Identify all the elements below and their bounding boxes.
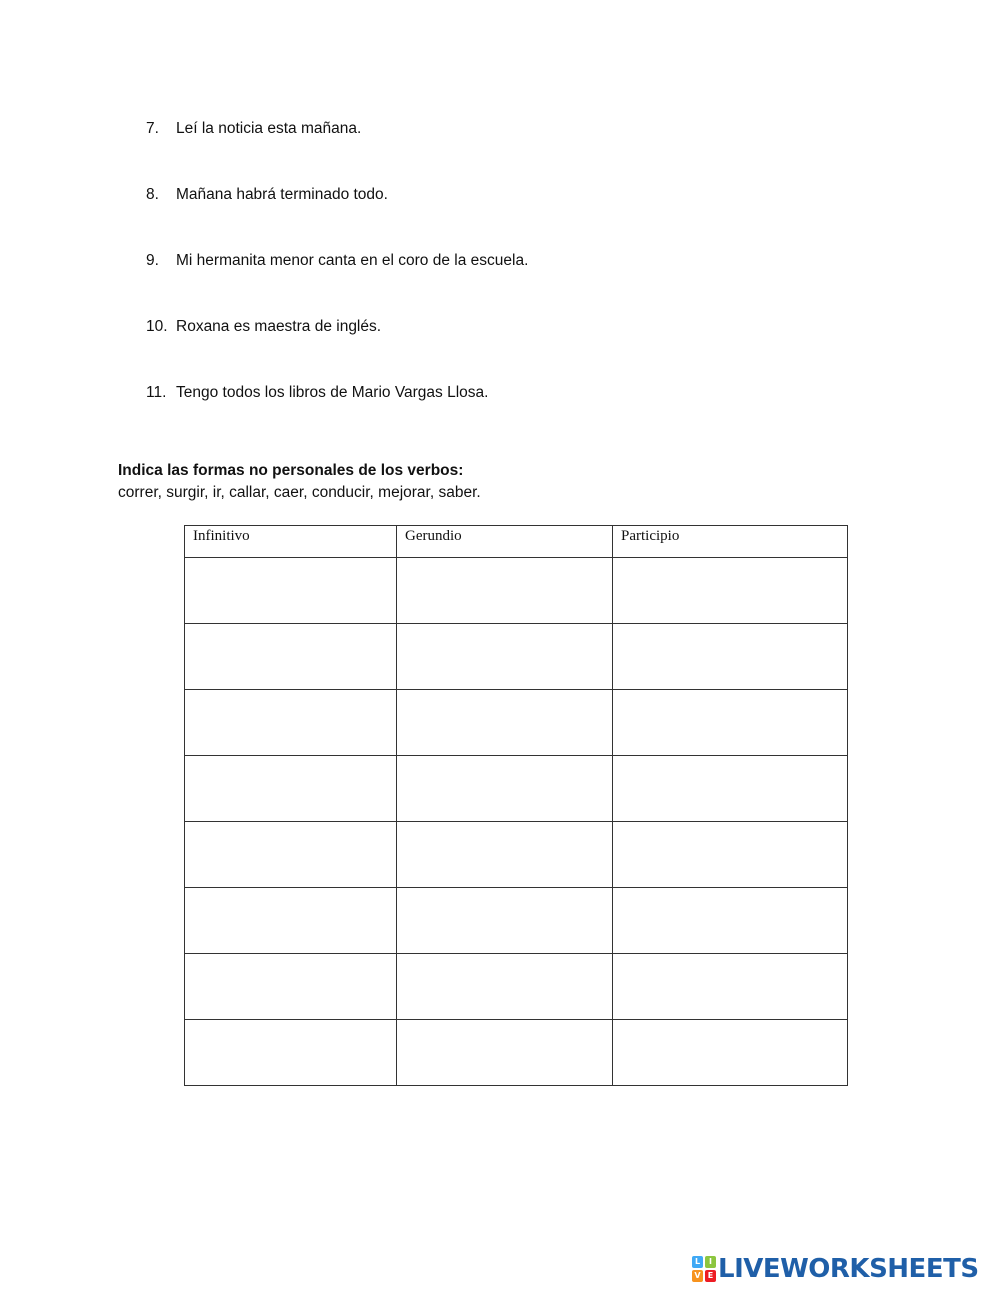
liveworksheets-logo-icon xyxy=(692,1256,716,1282)
infinitivo-cell[interactable] xyxy=(185,1020,397,1086)
table-row xyxy=(185,756,848,822)
participio-cell[interactable] xyxy=(613,822,848,888)
gerundio-cell[interactable] xyxy=(397,888,613,954)
exercise-heading: Indica las formas no personales de los verbos: xyxy=(118,462,464,479)
gerundio-cell[interactable] xyxy=(397,624,613,690)
participio-cell[interactable] xyxy=(613,954,848,1020)
sentence-text: Tengo todos los libros de Mario Vargas Llosa. xyxy=(176,384,489,401)
sentence-item xyxy=(146,251,528,271)
sentence-number: 11. xyxy=(146,384,167,401)
sentence-item xyxy=(146,119,361,139)
infinitivo-cell[interactable] xyxy=(185,690,397,756)
gerundio-cell[interactable] xyxy=(397,558,613,624)
participio-cell[interactable] xyxy=(613,690,848,756)
table-row xyxy=(185,822,848,888)
sentence-text: Leí la noticia esta mañana. xyxy=(176,120,362,137)
sentence-text: Roxana es maestra de inglés. xyxy=(176,318,382,335)
table-row xyxy=(185,1020,848,1086)
gerundio-cell[interactable] xyxy=(397,690,613,756)
participio-cell[interactable] xyxy=(613,756,848,822)
liveworksheets-logo xyxy=(692,1253,979,1285)
header-infinitivo: Infinitivo xyxy=(185,526,397,558)
gerundio-cell[interactable] xyxy=(397,756,613,822)
sentence-text: Mi hermanita menor canta en el coro de la escuela. xyxy=(176,252,529,269)
logo-tile: V xyxy=(692,1270,703,1282)
logo-tile: E xyxy=(705,1270,716,1282)
logo-tile: I xyxy=(705,1256,716,1268)
gerundio-cell[interactable] xyxy=(397,954,613,1020)
participio-cell[interactable] xyxy=(613,888,848,954)
participio-cell[interactable] xyxy=(613,558,848,624)
logo-text: LIVEWORKSHEETS xyxy=(718,1254,979,1284)
sentence-item xyxy=(146,185,388,205)
participio-cell[interactable] xyxy=(613,624,848,690)
verb-forms-table xyxy=(184,525,848,1086)
table-header-row xyxy=(185,526,848,558)
infinitivo-cell[interactable] xyxy=(185,624,397,690)
table-row xyxy=(185,954,848,1020)
gerundio-cell[interactable] xyxy=(397,822,613,888)
sentence-text: Mañana habrá terminado todo. xyxy=(176,186,388,203)
sentence-number: 7. xyxy=(146,120,159,137)
table-row xyxy=(185,558,848,624)
infinitivo-cell[interactable] xyxy=(185,954,397,1020)
sentence-item xyxy=(146,383,488,403)
logo-tile: L xyxy=(692,1256,703,1268)
sentence-number: 10. xyxy=(146,318,168,335)
header-participio: Participio xyxy=(613,526,848,558)
infinitivo-cell[interactable] xyxy=(185,558,397,624)
verb-list: correr, surgir, ir, callar, caer, conducir, mejorar, saber. xyxy=(118,484,481,501)
header-gerundio: Gerundio xyxy=(397,526,613,558)
sentence-number: 8. xyxy=(146,186,159,203)
gerundio-cell[interactable] xyxy=(397,1020,613,1086)
participio-cell[interactable] xyxy=(613,1020,848,1086)
table-row xyxy=(185,624,848,690)
sentence-item xyxy=(146,317,381,337)
table-row xyxy=(185,888,848,954)
infinitivo-cell[interactable] xyxy=(185,822,397,888)
infinitivo-cell[interactable] xyxy=(185,756,397,822)
table-row xyxy=(185,690,848,756)
infinitivo-cell[interactable] xyxy=(185,888,397,954)
sentence-number: 9. xyxy=(146,252,159,269)
